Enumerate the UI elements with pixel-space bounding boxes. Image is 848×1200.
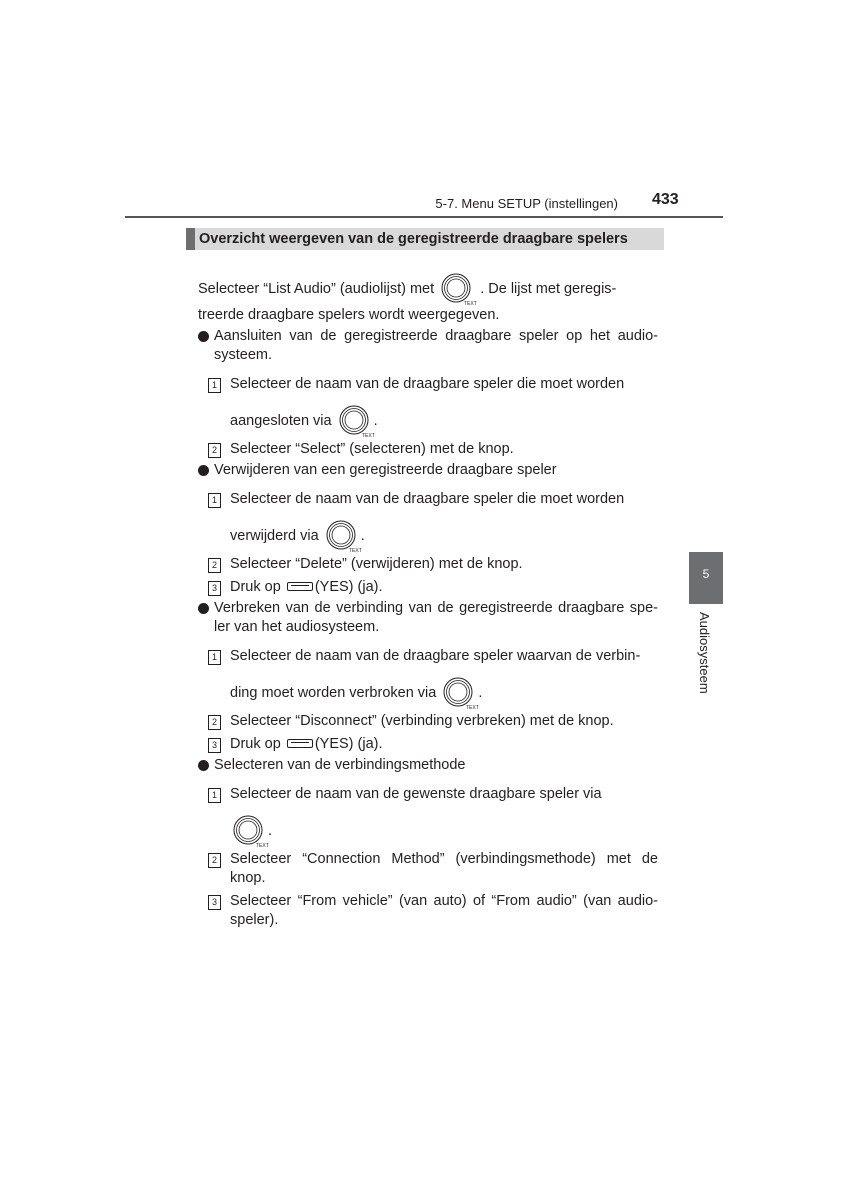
knob-text-label: TEXT — [348, 548, 362, 554]
step-text: Selecteer “Connection Method” (verbindingsmethode) met de knop. — [230, 851, 658, 886]
section-title: Overzicht weergeven van de geregistreerde draagbare spelers — [186, 228, 664, 250]
main-content — [186, 228, 658, 930]
tune-knob-icon — [442, 676, 480, 711]
step-method-1-line2 — [186, 814, 658, 848]
step-text: Selecteer “Delete” (verwijderen) met de knop. — [230, 556, 523, 572]
step-delete-2 — [186, 555, 658, 574]
step-number: 2 — [208, 558, 221, 573]
step-disconnect-1 — [186, 647, 658, 666]
step-text: Druk op — [230, 579, 281, 595]
yes-button-icon — [287, 582, 313, 591]
step-number: 3 — [208, 581, 221, 596]
step-number: 2 — [208, 853, 221, 868]
step-connect-1 — [186, 375, 658, 394]
page-number: 433 — [652, 191, 679, 208]
period: . — [373, 412, 378, 429]
step-connect-1-line2 — [186, 404, 658, 438]
step-text: ding moet worden verbroken via — [230, 684, 437, 701]
step-text: (YES) (ja). — [314, 579, 383, 595]
step-connect-2 — [186, 440, 658, 459]
header-divider — [125, 216, 723, 218]
tune-knob-icon — [440, 272, 477, 307]
step-delete-3 — [186, 578, 658, 597]
tune-knob-icon — [232, 814, 269, 849]
step-disconnect-3 — [186, 735, 658, 754]
step-number: 2 — [208, 443, 221, 458]
step-method-1 — [186, 785, 658, 804]
section-breadcrumb: 5-7. Menu SETUP (instellingen) — [435, 196, 618, 211]
yes-button-icon — [287, 739, 313, 748]
step-text: Druk op — [230, 736, 281, 752]
step-number: 2 — [208, 715, 221, 730]
step-text: Selecteer de naam van de gewenste draagbare speler via — [230, 786, 602, 802]
step-delete-1-line2 — [186, 519, 658, 553]
step-method-2 — [186, 850, 658, 888]
bullet-connection-method: Selecteren van de verbindingsmethode — [198, 756, 658, 775]
step-number: 3 — [208, 738, 221, 753]
knob-text-label: TEXT — [256, 843, 269, 849]
step-text: aangesloten via — [230, 412, 332, 429]
step-text: Selecteer “From vehicle” (van auto) of “From audio” (van audio-speler). — [230, 893, 658, 928]
chapter-tab: 5 — [689, 552, 723, 604]
tune-knob-icon — [325, 519, 362, 554]
page-header — [0, 0, 848, 220]
period: . — [360, 527, 365, 544]
chapter-label: Audiosysteem — [697, 612, 712, 694]
step-text: Selecteer “Select” (selecteren) met de knop. — [230, 441, 514, 457]
knob-text-label: TEXT — [361, 433, 375, 439]
step-method-3 — [186, 892, 658, 930]
step-text: verwijderd via — [230, 527, 319, 544]
step-text: Selecteer de naam van de draagbare speler waarvan de verbin- — [230, 648, 641, 664]
intro-paragraph — [198, 272, 658, 306]
step-delete-1 — [186, 490, 658, 509]
period: . — [268, 822, 273, 839]
knob-text-label: TEXT — [466, 705, 480, 711]
step-number: 1 — [208, 650, 221, 665]
intro-text-before: Selecteer “List Audio” (audiolijst) met — [198, 280, 435, 297]
step-text: Selecteer de naam van de draagbare speler die moet worden — [230, 376, 625, 392]
period: . — [478, 684, 483, 701]
step-disconnect-1-line2 — [186, 676, 658, 710]
bullet-disconnect: Verbreken van de verbinding van de geregistreerde draagbare spe-ler van het audiosysteem. — [198, 599, 658, 637]
step-number: 3 — [208, 895, 221, 910]
intro-line2: treerde draagbare spelers wordt weergegeven. — [198, 307, 500, 323]
step-text: (YES) (ja). — [314, 736, 383, 752]
bullet-delete: Verwijderen van een geregistreerde draagbare speler — [198, 461, 658, 480]
step-text: Selecteer de naam van de draagbare speler die moet worden — [230, 491, 625, 507]
step-text: Selecteer “Disconnect” (verbinding verbreken) met de knop. — [230, 713, 614, 729]
step-number: 1 — [208, 493, 221, 508]
bullet-connect: Aansluiten van de geregistreerde draagbare speler op het audio-systeem. — [198, 327, 658, 365]
intro-text-after: . De lijst met geregis- — [480, 280, 617, 297]
step-number: 1 — [208, 788, 221, 803]
step-number: 1 — [208, 378, 221, 393]
step-disconnect-2 — [186, 712, 658, 731]
tune-knob-icon — [338, 404, 375, 439]
knob-text-label: TEXT — [464, 301, 477, 307]
